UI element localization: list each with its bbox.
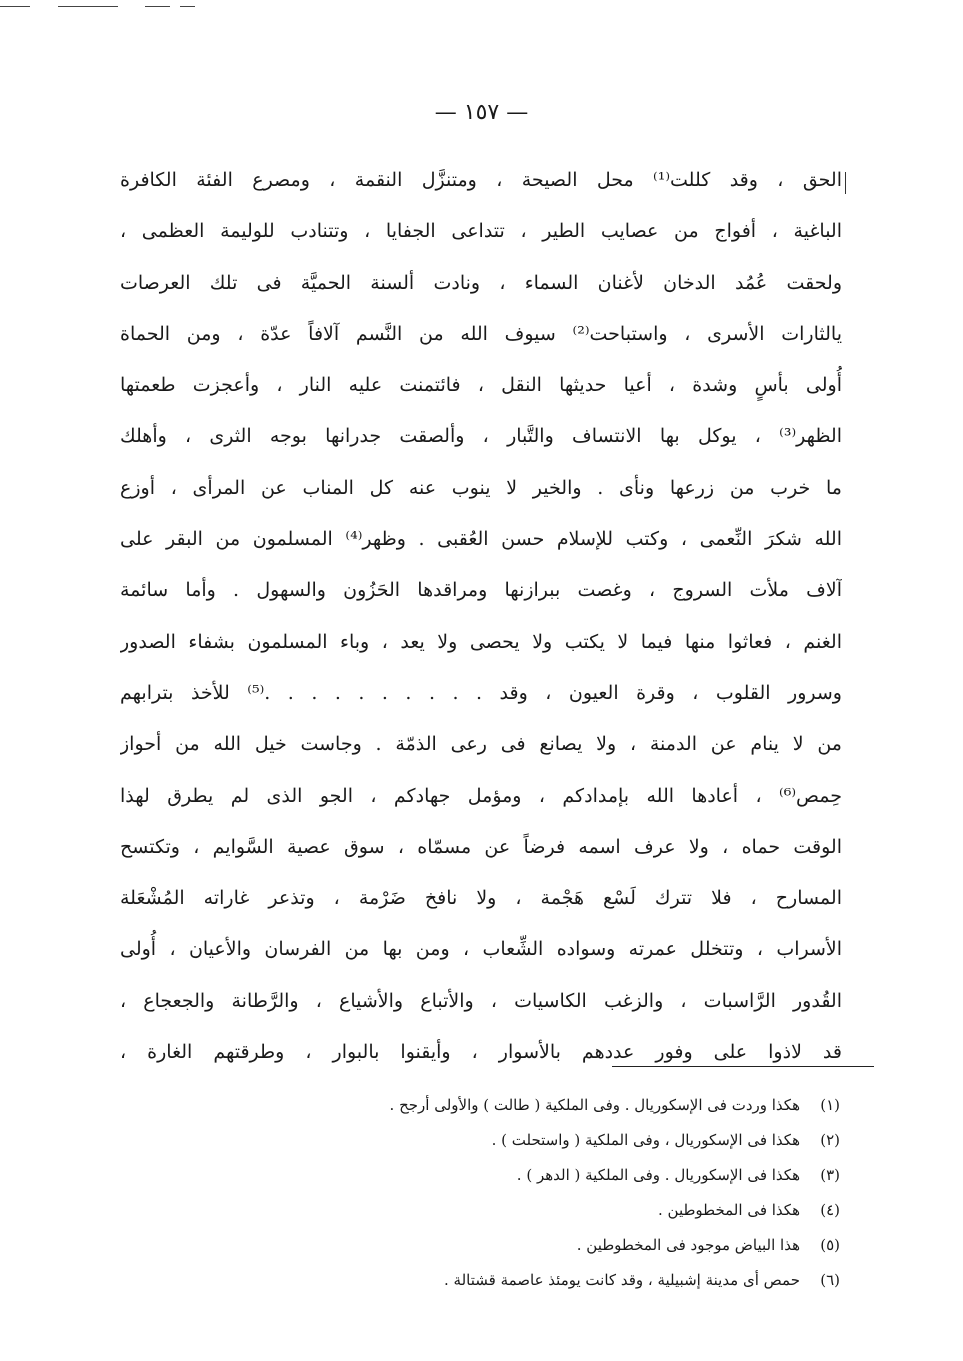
- footnote-text: هكذا فى الإسكوريال ، وفى الملكية ( واستحلت ) .: [491, 1131, 800, 1149]
- footnote-text: هذا البياض موجود فى المخطوطين .: [576, 1236, 800, 1254]
- footnote-number: (٥): [820, 1236, 840, 1254]
- footnote: [320, 1228, 840, 1263]
- text-line: ولحقت عُمُد الدخان لأغنان السماء ، ونادت ألسنة الحميَّة فى تلك العرصات: [120, 271, 842, 294]
- footnote-text: حمص أى مدينة إشبيلية ، وقد كانت يومئذ عاصمة قشتالة .: [444, 1271, 800, 1289]
- text-line: من لا ينام عن الدمنة ، ولا يصانع فى رعى الذمّة . وجاست خيل الله من أحواز: [120, 733, 842, 756]
- scan-edge-marks: [0, 6, 200, 10]
- text-line: المسارح ، فلا تترك لَسْع هَجْمة ، ولا نافخ ضَرْمة ، وتذعر غاراته المُشْعَلة: [120, 887, 842, 910]
- footnote: [320, 1193, 840, 1228]
- footnote-separator: [612, 1066, 874, 1067]
- text-line: الله شكرَ النِّعمى ، وكتب للإسلام حسن العُقبى . وظهر⁽⁴⁾ المسلمون من البقر على: [120, 528, 842, 551]
- body-text: [120, 155, 842, 1078]
- text-line: ما خرب من زرعها ونأى . والخير لا ينوب عنه كل المناب عن المرأى ، أوزع: [120, 476, 842, 499]
- footnote-number: (٢): [820, 1131, 840, 1149]
- margin-bracket-mark: [845, 172, 846, 194]
- footnote-number: (٤): [820, 1201, 840, 1219]
- footnote-text: هكذا فى الإسكوريال . وفى الملكية ( الدهر ) .: [516, 1166, 800, 1184]
- footnote: [320, 1263, 840, 1298]
- text-line: قد لاذوا على وفور عددهم بالأسوار ، وأيقنوا بالبوار ، وطرقتهم الغارة ،: [120, 1041, 842, 1064]
- footnote-number: (١): [820, 1096, 840, 1114]
- text-line: القُدور الرَّاسبات ، والزغب الكاسيات ، والأتباع والأشياع ، والرَّطانة والجعجاع ،: [120, 989, 842, 1012]
- text-line: أُولى بأسٍ وشدة ، أعيا حديثها النقل ، فائتمنت عليه النار ، وأعجزت طعمتها: [120, 374, 842, 397]
- text-line: الأسراب ، وتتخلل عمرته وسواده الشِّعاب ، ومن بها من الفرسان والأعيان ، أُولى: [120, 938, 842, 961]
- text-line: الغنم ، فعاثوا منها فيما لا يكتب ولا يحصى ولا يعد ، وباء المسلمون بشفاء الصدور: [120, 630, 842, 653]
- text-line: وسرور القلوب ، وقرة العيون ، وقد . . . . . . . . . .⁽⁵⁾ للأخذ بترابهم: [120, 681, 842, 704]
- footnote-text: هكذا فى المخطوطين .: [657, 1201, 800, 1219]
- text-line: حِمص⁽⁶⁾ ، أعادها الله بإمدادكم ، ومؤمل جهادكم ، الجو الذى لم يطرق لهذا: [120, 784, 842, 807]
- footnote: [320, 1158, 840, 1193]
- text-line: يالثارات الأسرى ، واستباحت⁽²⁾ سيوف الله من النَّسم آلافاً عدّة ، ومن الحماة: [120, 322, 842, 345]
- footnote: [320, 1123, 840, 1158]
- page-number: — ١٥٧ —: [434, 100, 529, 125]
- footnote-number: (٦): [820, 1271, 840, 1289]
- footnote: [320, 1088, 840, 1123]
- text-line: آلاف ملأت السروج ، وغصت ببرازنها ومراقدها الحَزُون والسهول . وأما سائمة: [120, 579, 842, 602]
- text-line: الحق ، وقد كللت⁽¹⁾ محل الصيحة ، ومتنزَّل النقمة ، ومصرع الفئة الكافرة: [120, 169, 842, 191]
- footnotes: [320, 1088, 840, 1298]
- text-line: الباغية ، أفواج من عصايب الطير ، تتداعى الجفايا ، وتتنادب للوليمة العظمى ،: [120, 220, 842, 243]
- text-line: الظهر⁽³⁾ ، يوكل بها الانتساف والتَّبار ، وألصقت جدرانها بوجه الثرى ، وأهلك: [120, 425, 842, 448]
- text-line: الوقت حماه ، ولا عرف اسمه فرضاً عن مسمّاه ، سوق عصية السَّوايم ، وتكتسح: [120, 835, 842, 858]
- footnote-number: (٣): [820, 1166, 840, 1184]
- footnote-text: هكذا وردت فى الإسكوريال . وفى الملكية ( طالت ) والأولى أرجح .: [389, 1096, 800, 1114]
